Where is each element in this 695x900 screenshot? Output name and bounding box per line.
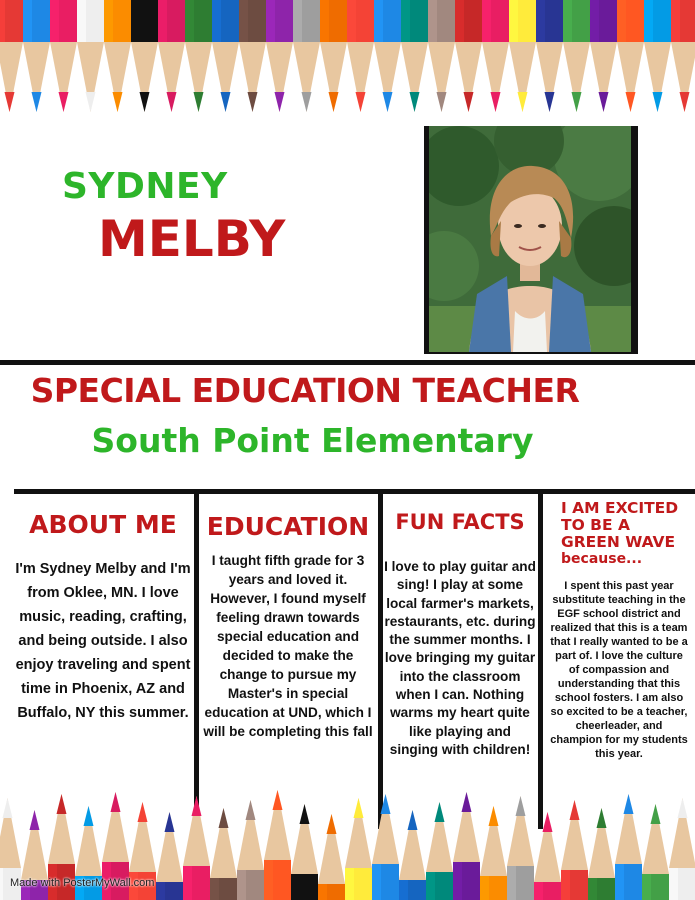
section-text: I love to play guitar and sing! I play at some local farmer's markets, restaurants, etc. during the summer months. I love bringing my guitar into the classroom when I can. Nothing warms my heart quite like playing and singing with children! (384, 559, 536, 757)
pencil (536, 0, 563, 112)
pencil (372, 794, 399, 900)
section-heading: EDUCATION (206, 512, 370, 541)
section-heading: FUN FACTS (395, 510, 525, 534)
first-name: SYDNEY (62, 166, 228, 207)
section-heading: I AM EXCITED TO BE A GREEN WAVE (561, 499, 679, 551)
pencil (401, 0, 428, 112)
pencil (320, 0, 347, 112)
pencil (212, 0, 239, 112)
section-text: I spent this past year substitute teaching in the EGF school district and realized that this is a team that I really wanted to be a part of. I love the culture of compassion and understanding that this school fosters. I am also so excited to be a teacher, cheerleader, and champion for my students this year. (550, 580, 688, 760)
column-divider (378, 489, 383, 829)
pencil (563, 0, 590, 112)
fun-facts-section (384, 500, 536, 759)
pencil (318, 814, 345, 900)
pencil (399, 810, 426, 900)
top-pencil-border (0, 0, 695, 125)
pencil (77, 0, 104, 112)
divider-line (0, 360, 695, 365)
pencil (453, 792, 480, 900)
pencil (158, 0, 185, 112)
pencil (588, 808, 615, 900)
pencil (264, 790, 291, 900)
pencil (455, 0, 482, 112)
pencil (266, 0, 293, 112)
column-divider (538, 489, 543, 829)
column-divider (194, 489, 199, 829)
section-subheading: because... (561, 551, 643, 567)
pencil (237, 800, 264, 900)
pencil (644, 0, 671, 112)
watermark: Made with PosterMyWall.com (10, 877, 155, 889)
green-wave-section (549, 500, 689, 761)
education-section (200, 500, 376, 741)
pencil (590, 0, 617, 112)
pencil (480, 806, 507, 900)
about-me-section (14, 500, 192, 725)
pencil (50, 0, 77, 112)
pencil (507, 796, 534, 900)
pencil (671, 0, 695, 112)
pencil (0, 0, 23, 112)
section-heading: ABOUT ME (29, 510, 177, 539)
pencil (426, 802, 453, 900)
pencil (669, 798, 695, 900)
pencil (210, 808, 237, 900)
pencil (347, 0, 374, 112)
pencil (291, 804, 318, 900)
pencil (615, 794, 642, 900)
pencil (156, 812, 183, 900)
job-title: SPECIAL EDUCATION TEACHER (30, 371, 580, 410)
section-text: I taught fifth grade for 3 years and loved it. However, I found myself feeling drawn towards special education and decided to make the change to pursue my Master's in special education at UND, which I will be completing this fall (203, 553, 373, 739)
pencil (239, 0, 266, 112)
pencil (345, 798, 372, 900)
pencil (104, 0, 131, 112)
pencil (428, 0, 455, 112)
pencil (642, 804, 669, 900)
pencil (617, 0, 644, 112)
teacher-portrait-photo (429, 126, 631, 352)
pencil (23, 0, 50, 112)
pencil (534, 812, 561, 900)
pencil (561, 800, 588, 900)
pencil (293, 0, 320, 112)
school-name: South Point Elementary (91, 421, 534, 460)
pencil (374, 0, 401, 112)
pencil (509, 0, 536, 112)
last-name: MELBY (98, 210, 286, 268)
divider-line (14, 489, 695, 494)
pencil (185, 0, 212, 112)
pencil (482, 0, 509, 112)
section-text: I'm Sydney Melby and I'm from Oklee, MN. I love music, reading, crafting, and being outside. I also enjoy traveling and spent time in Phoenix, AZ and Buffalo, NY this summer. (15, 561, 191, 721)
pencil (183, 796, 210, 900)
pencil (131, 0, 158, 112)
